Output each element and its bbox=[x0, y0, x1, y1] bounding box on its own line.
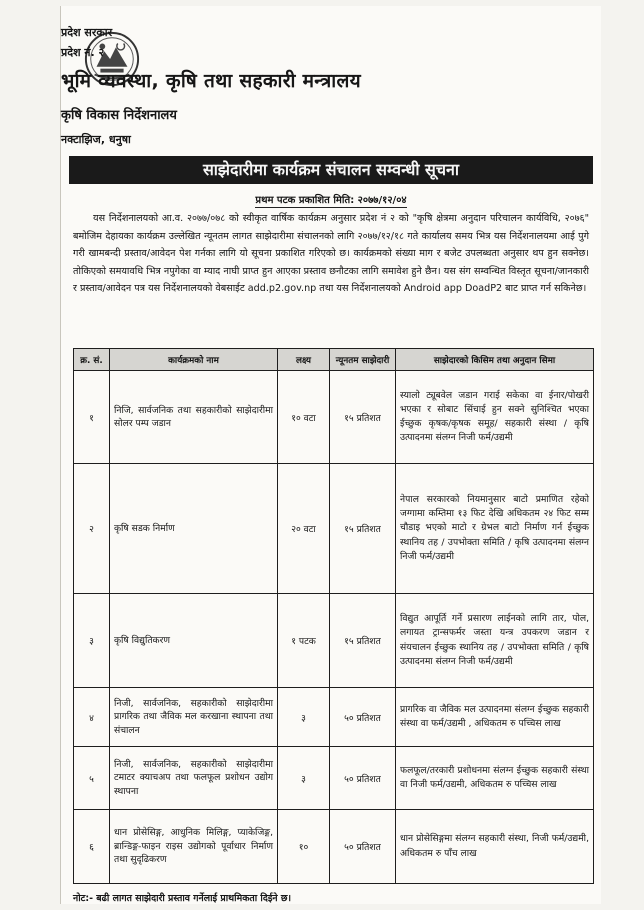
table-row bbox=[74, 688, 594, 747]
notice-title-banner: साझेदारीमा कार्यक्रम संचालन सम्वन्धी सूचना bbox=[69, 156, 593, 184]
cell-min-share: ५० प्रतिशत bbox=[330, 810, 396, 884]
table-header-row bbox=[74, 349, 594, 371]
cell-conditions: विद्युत आपूर्ति गर्ने प्रसारण लाईनको लागि तार, पोल, लगायत ट्रान्सफर्मर जस्ता यन्त्र उपकरण जडान र संयचालन ईच्छुक स्थानिय तह / उपभोक्ता समिति / कृषि उत्पादनमा संलग्न निजी फर्म/उद्यमी bbox=[396, 594, 594, 688]
cell-conditions: नेपाल सरकारको नियमानुसार बाटो प्रमाणित रहेको जग्गामा कम्तिमा १३ फिट देखि अधिकतम २४ फिट सम्म चौडाइ भएको माटो र ग्रेभल बाटो निर्माण गर्न ईच्छुक स्थानिय तह / उपभोक्ता समिति / कृषि उत्पादनमा संलग्न निजी फर्म/उद्यमी bbox=[396, 464, 594, 594]
cell-program-name: कृषि सडक निर्माण bbox=[110, 464, 278, 594]
program-table bbox=[73, 348, 594, 884]
cell-sn: ४ bbox=[74, 688, 110, 747]
intro-paragraph: यस निर्देशनालयको आ.व. २०७७/०७८ को स्वीकृत वार्षिक कार्यक्रम अनुसार प्रदेश नं २ को "कृषि क्षेत्रमा अनुदान परिचालन कार्यविधि, २०७६" बमोजिम देहायका कार्यक्रम उल्लेखित न्यूनतम लागत साझेदारीमा संचालनको लागि २०७७/१२/१८ गते कार्यालय समय भित्र यस निर्देशनालयमा आई पुगे गरी खामबन्दी प्रस्ताव/आवेदन पेश गर्नका लागि यो सूचना प्रकाशित गरिएको छ। कार्यक्रमको संख्या माग र बजेट उपलब्धता अनुसार थप हुन सक्नेछ। तोकिएको समयावधि भित्र नपुगेका वा म्याद नाघी प्राप्त हुन आएका प्रस्ताव छनौटका लागि समावेश हुने छैन। यस संग सम्वन्धित विस्तृत सूचना/जानकारी र प्रस्ताव/आवेदन पत्र यस निर्देशनालयको वेबसाईट add.p2.gov.np तथा यस निर्देशनालयको Android app DoadP2 बाट प्राप्त गर्न सकिनेछ। bbox=[73, 213, 590, 295]
header-min-share: न्यूनतम साझेदारी bbox=[330, 349, 396, 371]
cell-conditions: प्रागरिक वा जैविक मल उत्पादनमा संलग्न ईच्छुक सहकारी संस्था वा फर्म/उद्यमी , अधिकतम रु पच्चिस लाख bbox=[396, 688, 594, 747]
address-heading: नक्टाझिज, धनुषा bbox=[61, 133, 131, 146]
table-row bbox=[74, 747, 594, 810]
cell-sn: ६ bbox=[74, 810, 110, 884]
cell-sn: ३ bbox=[74, 594, 110, 688]
header-sn: क्र. सं. bbox=[74, 349, 110, 371]
cell-min-share: १५ प्रतिशत bbox=[330, 371, 396, 464]
cell-conditions: स्यालो ट्यूबवेल जडान गराई सकेका वा ईनार/पोखरी भएका र सोबाट सिंचाई हुन सक्ने सुनिश्चित भएका ईच्छुक कृषक/कृषक समूह/ सहकारी संस्था / कृषि उत्पादनमा संलग्न निजी फर्म/उद्यमी bbox=[396, 371, 594, 464]
cell-program-name: कृषि विद्युतिकरण bbox=[110, 594, 278, 688]
cell-sn: २ bbox=[74, 464, 110, 594]
province-heading: प्रदेश नं. २ bbox=[61, 46, 105, 59]
cell-target: १० bbox=[278, 810, 330, 884]
ministry-heading: भूमि व्यवस्था, कृषि तथा सहकारी मन्त्रालय bbox=[61, 70, 361, 92]
cell-program-name: निजी, सार्वजनिक, सहकारीको साझेदारीमा टमाटर क्याचअप तथा फलफूल प्रशोधन उद्योग स्थापना bbox=[110, 747, 278, 810]
cell-program-name: निजी, सार्वजनिक, सहकारीको साझेदारीमा प्रागरिक तथा जैविक मल करखाना स्थापना तथा संचालन bbox=[110, 688, 278, 747]
footer-note: नोट:- बढी लागत साझेदारी प्रस्ताव गर्नेलाई प्राथमिकता दिईने छ। bbox=[73, 893, 292, 904]
cell-program-name: धान प्रोसेसिङ्ग, आधुनिक मिलिङ्ग, प्याकेजिङ्ग, ब्रान्डिङ्ग-फाइन राइस उद्योगको पूर्वाधार निर्माण तथा सुदृढिकरण bbox=[110, 810, 278, 884]
published-date-text: प्रथम पटक प्रकाशित मिति: २०७७/१२/०४ bbox=[255, 195, 407, 206]
cell-conditions: फलफूल/तरकारी प्रशोधनमा संलग्न ईच्छुक सहकारी संस्था वा निजी फर्म/उद्यमी, अधिकतम रु पच्चिस लाख bbox=[396, 747, 594, 810]
cell-min-share: ५० प्रतिशत bbox=[330, 747, 396, 810]
table-row bbox=[74, 464, 594, 594]
directorate-heading: कृषि विकास निर्देशनालय bbox=[61, 108, 177, 123]
header-program-name: कार्यक्रमको नाम bbox=[110, 349, 278, 371]
table-row bbox=[74, 810, 594, 884]
cell-min-share: १५ प्रतिशत bbox=[330, 594, 396, 688]
published-date bbox=[61, 192, 601, 206]
cell-sn: १ bbox=[74, 371, 110, 464]
cell-target: ३ bbox=[278, 688, 330, 747]
table-row bbox=[74, 371, 594, 464]
cell-target: १ पटक bbox=[278, 594, 330, 688]
cell-program-name: निजि, सार्वजनिक तथा सहकारीको साझेदारीमा सोलर पम्प जडान bbox=[110, 371, 278, 464]
cell-target: १० वटा bbox=[278, 371, 330, 464]
table-row bbox=[74, 594, 594, 688]
cell-sn: ५ bbox=[74, 747, 110, 810]
header-partner-type: साझेदारको किसिम तथा अनुदान सिमा bbox=[396, 349, 594, 371]
cell-min-share: ५० प्रतिशत bbox=[330, 688, 396, 747]
notice-page bbox=[60, 6, 601, 904]
government-heading: प्रदेश सरकार bbox=[61, 26, 113, 39]
cell-min-share: १५ प्रतिशत bbox=[330, 464, 396, 594]
cell-target: २० वटा bbox=[278, 464, 330, 594]
header-target: लक्ष्य bbox=[278, 349, 330, 371]
cell-target: ३ bbox=[278, 747, 330, 810]
cell-conditions: धान प्रोसेसिङ्गमा संलग्न सहकारी संस्था, निजी फर्म/उद्यमी, अधिकतम रु पाँच लाख bbox=[396, 810, 594, 884]
